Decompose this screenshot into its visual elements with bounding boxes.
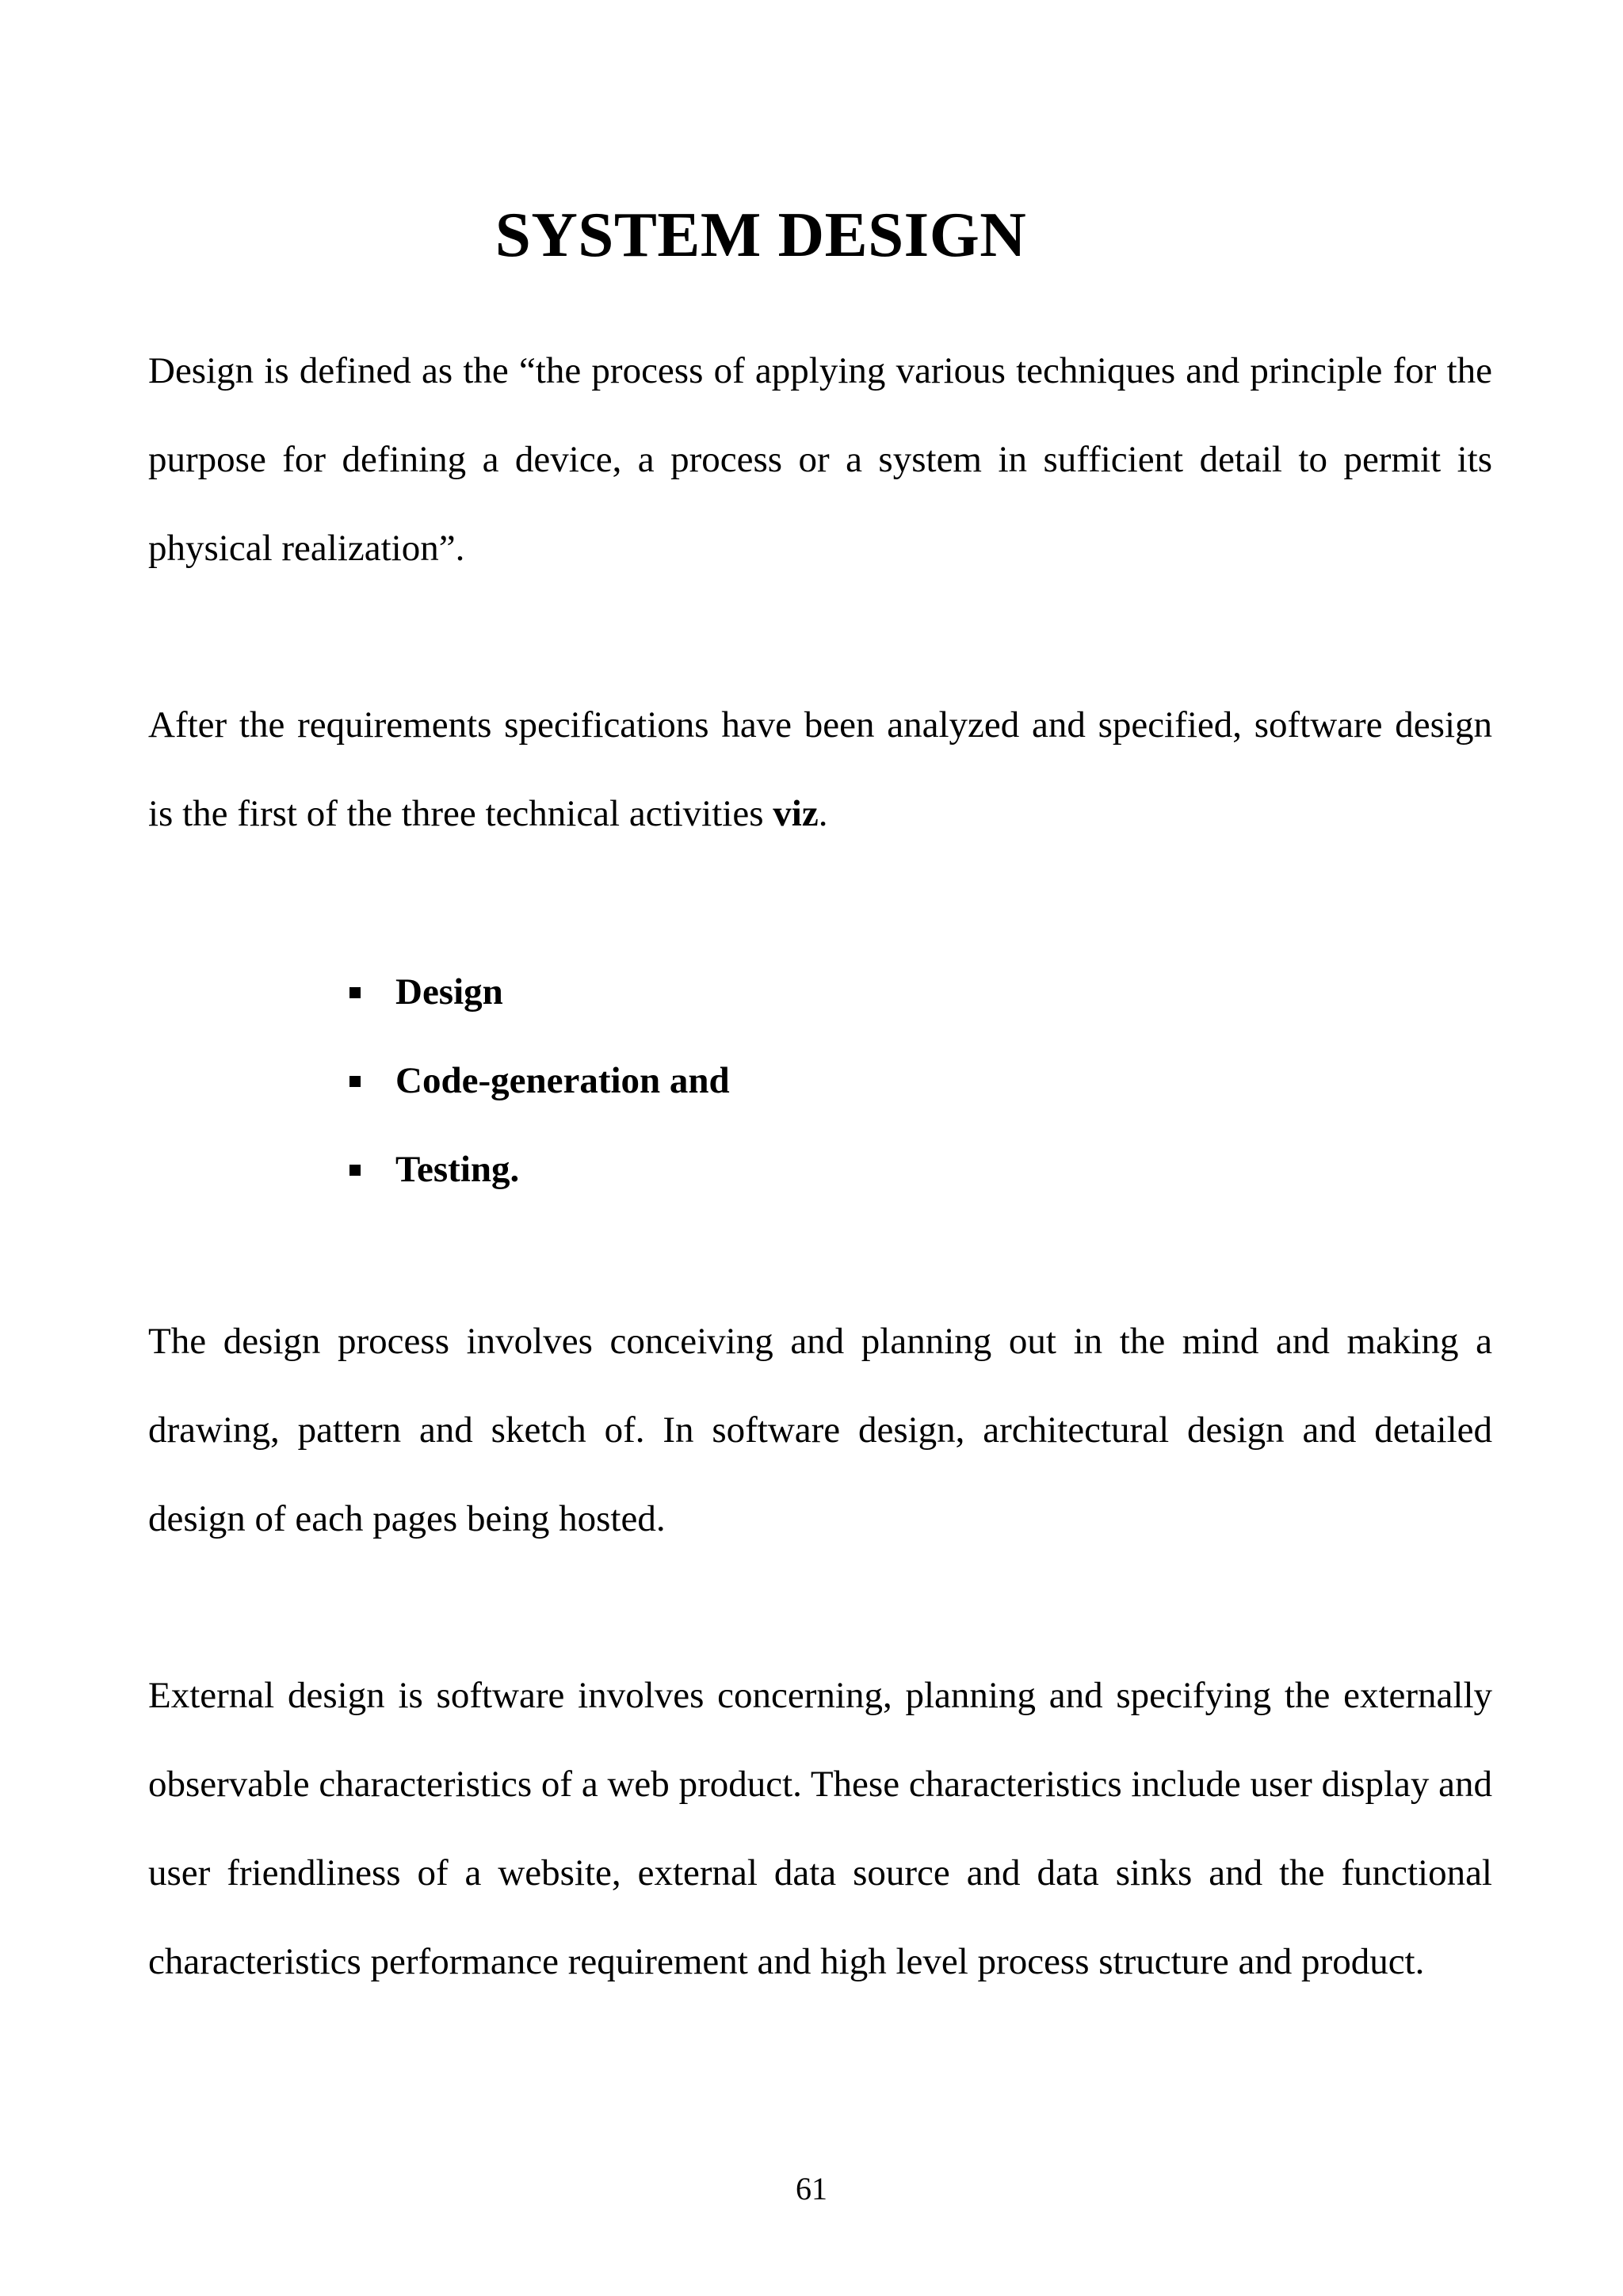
list-item-label: Design [395,971,503,1013]
list-item [347,1125,730,1214]
paragraph-external-design: External design is software involves concerning, planning and specifying the externally observable characteristics of a web product. These characteristics include user display and user friendliness of a website, external data source and data sinks and the functional characteristics performance requirement and high level process structure and product. [148,1675,1492,1982]
square-bullet-icon [349,1076,361,1087]
list-item-label: Testing. [395,1149,520,1190]
viz-bold-text: viz [773,793,819,834]
page-number: 61 [796,2171,827,2206]
paragraph-design-process: The design process involves conceiving and planning out in the mind and making a drawing, pattern and sketch of. In software design, architectural design and detailed design of each pages being hosted. [148,1321,1492,1539]
paragraph-technical-activities-text: After the requirements specifications have been analyzed and specified, software design is the first of the three technical activities [148,704,1492,834]
square-bullet-icon [349,1165,361,1176]
list-item-label: Code-generation and [395,1060,730,1101]
paragraph-technical-activities [148,681,1492,858]
list-item [347,948,730,1036]
activities-list [347,948,730,1214]
paragraph-design-definition: Design is defined as the “the process of applying various techniques and principle for the purpose for defining a device, a process or a system in sufficient detail to permit its physical realization”. [148,350,1492,569]
square-bullet-icon [349,987,361,998]
page-title: SYSTEM DESIGN [495,199,1027,270]
list-item [347,1036,730,1125]
paragraph-technical-activities-end: . [818,793,828,834]
